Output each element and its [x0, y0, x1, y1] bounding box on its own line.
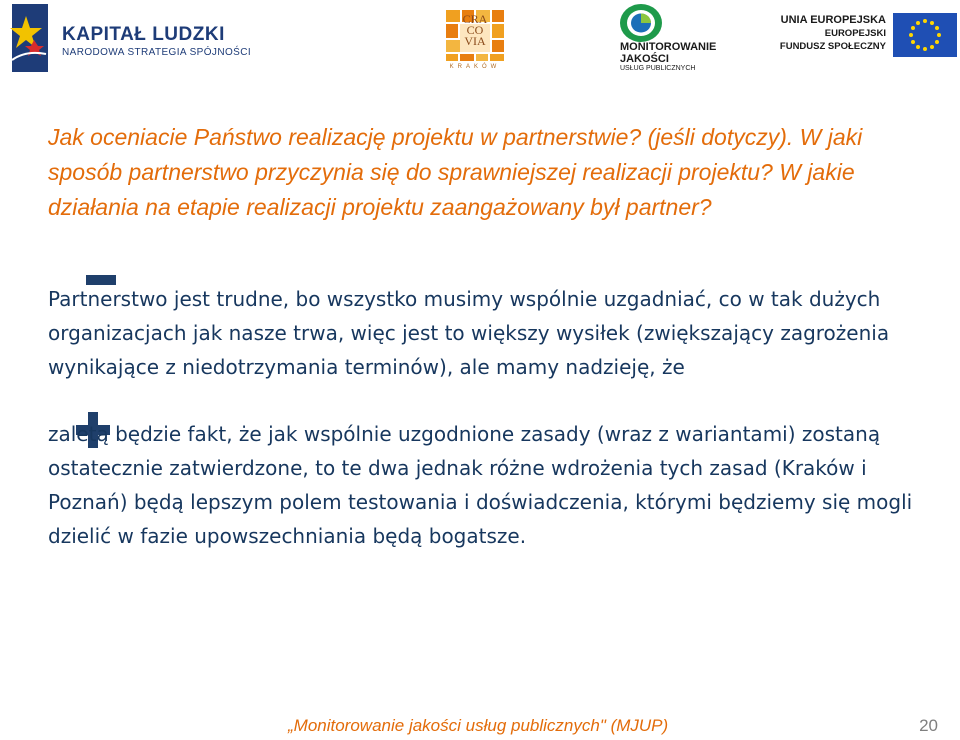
monitorowanie-logo-icon	[618, 2, 664, 44]
eu-line-2: EUROPEJSKI	[824, 28, 886, 39]
footer-title: „Monitorowanie jakości usług publicznych" (MJUP)	[288, 716, 669, 735]
cracovia-subtitle: KRAKÓW	[449, 64, 501, 70]
logo-bar	[0, 0, 960, 80]
eu-text	[780, 14, 886, 53]
kapital-ludzki-name: KAPITAŁ LUDZKI	[62, 24, 225, 45]
cracovia-text: CRA CO VIA	[462, 12, 488, 48]
monitorowanie-subtitle: USŁUG PUBLICZNYCH	[620, 65, 696, 72]
kapital-ludzki-logo-icon	[4, 4, 48, 72]
paragraph-minus: Partnerstwo jest trudne, bo wszystko musimy wspólnie uzgadniać, co w tak dużych organizacjach jak nasze trwa, więc jest to większy wysiłek (zwiększający zagrożenia wynikające z niedotrzymania terminów), ale mamy nadzieję, że	[48, 287, 890, 379]
cracovia-logo	[444, 8, 506, 72]
page-number: 20	[919, 716, 938, 735]
monitorowanie-name: MONITOROWANIE JAKOŚCI	[620, 41, 717, 65]
eu-flag-icon	[893, 13, 957, 57]
paragraph-plus: zaletą będzie fakt, że jak wspólnie uzgodnione zasady (wraz z wariantami) zostaną ostatecznie zatwierdzone, to te dwa jednak różne wdrożenia tych zasad (Kraków i Poznań) będą lepszym polem testowania i doświadczenia, którymi będziemy się mogli dzielić w fazie upowszechniania będą bogatsze.	[48, 422, 913, 548]
slide-heading: Jak oceniacie Państwo realizację projektu w partnerstwie? (jeśli dotyczy). W jaki sposób partnerstwo przyczynia się do sprawniejszej realizacji projektu? W jakie działania na etapie realizacji projektu zaangażowany był partner?	[48, 124, 863, 220]
kapital-ludzki-subtitle: NARODOWA STRATEGIA SPÓJNOŚCI	[62, 47, 252, 58]
eu-line-1: UNIA EUROPEJSKA	[780, 14, 886, 26]
eu-line-3: FUNDUSZ SPOŁECZNY	[779, 41, 886, 52]
